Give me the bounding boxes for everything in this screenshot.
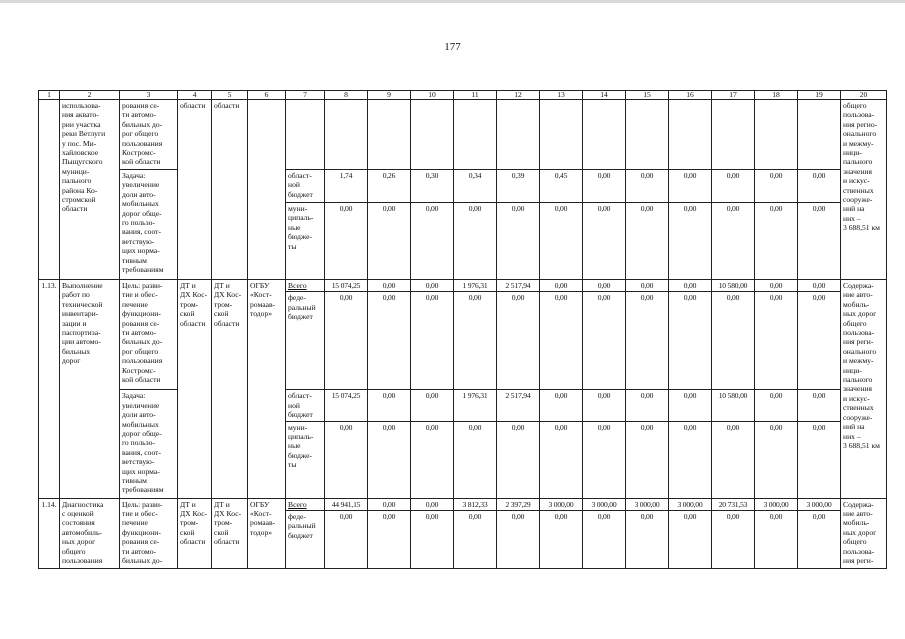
value-cell: 0,00 [454,421,497,498]
value-cell: 0,00 [540,203,583,280]
executor-cell: ДТ и ДХ Кос- тром- ской области [178,280,212,499]
source-cell: Всего [286,280,325,292]
value-cell: 0,00 [755,280,798,292]
value-cell: 0,00 [669,170,712,203]
contractor-cell: ОГБУ «Кост- ромаав- тодор» [248,498,286,568]
value-cell: 3 000,00 [540,498,583,510]
goal-cell: рования се- ти автомо- бильных до- рог общего пользования Костромс- кой области [120,100,178,170]
value-cell: 0,00 [755,390,798,421]
source-cell: феде- ральный бюджет [286,292,325,390]
header-cell: 13 [540,91,583,100]
value-cell: 1 976,31 [454,280,497,292]
customer-cell: ДТ и ДХ Кос- тром- ской области [212,280,248,499]
executor-cell: области [178,100,212,280]
value-cell: 0,00 [454,203,497,280]
value-cell: 0,00 [325,203,368,280]
header-cell: 16 [669,91,712,100]
value-cell: 3 812,33 [454,498,497,510]
table-row [39,390,887,421]
goal-cell: Цель: разви- тие и обес- печение функциони- рования се- ти автомо- бильных до- рог общего пользования Костромс- кой области [120,280,178,390]
header-cell: 7 [286,91,325,100]
value-cell: 0,00 [411,498,454,510]
value-cell: 3 000,00 [669,498,712,510]
value-cell: 3 000,00 [626,498,669,510]
header-cell: 10 [411,91,454,100]
value-cell: 0,00 [325,421,368,498]
table-row [39,100,887,170]
value-cell: 44 941,15 [325,498,368,510]
result-cell: Содержа- ние авто- мобиль- ных дорог общего пользова- ния реги- [841,498,887,568]
value-cell: 0,00 [712,511,755,569]
program-table [38,90,887,569]
header-cell: 14 [583,91,626,100]
value-cell: 0,00 [798,170,841,203]
value-cell: 0,00 [368,511,411,569]
value-cell: 0,00 [669,390,712,421]
value-cell: 0,00 [540,390,583,421]
value-cell: 0,00 [712,170,755,203]
value-cell: 0,00 [669,421,712,498]
value-cell: 0,00 [368,421,411,498]
value-cell: 0,00 [411,280,454,292]
value-cell: 0,00 [540,511,583,569]
value-cell: 0,00 [583,421,626,498]
goal-cell: Цель: разви- тие и обес- печение функциони- рования се- ти автомо- бильных до- [120,498,178,568]
value-cell: 0,00 [798,280,841,292]
value-cell: 0,00 [368,390,411,421]
value-cell: 0,00 [583,170,626,203]
page-number: 177 [444,41,461,53]
value-cell: 0,00 [712,421,755,498]
value-cell: 2 517,94 [497,390,540,421]
row-number-cell [39,100,60,280]
value-cell: 0,00 [368,498,411,510]
value-cell: 0,00 [626,390,669,421]
source-cell: област- ной бюджет [286,170,325,203]
value-cell: 0,00 [411,421,454,498]
value-cell: 0,26 [368,170,411,203]
value-cell: 0,00 [540,292,583,390]
value-cell: 20 731,53 [712,498,755,510]
source-cell: муни- ципаль- ные бюдже- ты [286,203,325,280]
value-cell: 0,00 [368,280,411,292]
result-cell: Содержа- ние авто- мобиль- ных дорог общего пользова- ния реги- онального и межму- ници- пального значения и искус- ственных сооруже- ний на них – 3 688,51 км [841,280,887,499]
value-cell: 0,00 [583,390,626,421]
value-cell: 0,00 [583,203,626,280]
header-cell: 2 [60,91,120,100]
value-cell: 0,00 [669,280,712,292]
contractor-cell [248,100,286,280]
value-cell: 0,00 [669,511,712,569]
value-cell: 0,00 [583,511,626,569]
value-cell: 0,00 [798,292,841,390]
header-cell: 1 [39,91,60,100]
value-cell: 1 976,31 [454,390,497,421]
value-cell: 10 580,00 [712,390,755,421]
value-cell: 0,00 [669,292,712,390]
value-cell: 0,00 [755,203,798,280]
value-cell: 0,00 [755,511,798,569]
measure-name-cell: использова- ния аквато- рии участка реки Ветлуги у пос. Ми- хайловское Пыщугского муници- пального района Ко- стромской области [60,100,120,280]
value-cell: 0,00 [540,421,583,498]
value-cell: 0,00 [755,421,798,498]
top-rule [0,0,905,3]
measure-name-cell: Диагностика с оценкой состояния автомобиль- ных дорог общего пользования [60,498,120,568]
value-cell: 15 074,25 [325,390,368,421]
value-cell: 0,00 [454,292,497,390]
value-cell: 0,00 [583,280,626,292]
header-cell: 5 [212,91,248,100]
value-cell: 3 000,00 [755,498,798,510]
value-cell: 0,00 [497,292,540,390]
header-cell: 11 [454,91,497,100]
value-cell: 10 580,00 [712,280,755,292]
header-cell: 18 [755,91,798,100]
contractor-cell: ОГБУ «Кост- ромаав- тодор» [248,280,286,499]
value-cell: 15 074,25 [325,280,368,292]
task-cell: Задача: увеличение доли авто- мобильных дорог обще- го пользо- вания, соот- ветствую- щих норма- тивным требованиям [120,170,178,280]
value-cell: 0,00 [798,390,841,421]
table-row [39,170,887,203]
value-cell: 0,00 [798,511,841,569]
value-cell: 0,00 [411,203,454,280]
value-cell: 0,00 [497,421,540,498]
value-cell: 0,00 [755,292,798,390]
value-cell: 0,00 [798,421,841,498]
source-cell: област- ной бюджет [286,390,325,421]
value-cell: 0,00 [626,292,669,390]
executor-cell: ДТ и ДХ Кос- тром- ской области [178,498,212,568]
value-cell: 0,00 [798,203,841,280]
source-cell: феде- ральный бюджет [286,511,325,569]
customer-cell: ДТ и ДХ Кос- тром- ской области [212,498,248,568]
value-cell: 0,00 [626,511,669,569]
source-cell: Всего [286,498,325,510]
value-cell: 3 000,00 [583,498,626,510]
value-cell: 0,00 [712,292,755,390]
table-row [39,280,887,292]
header-cell: 15 [626,91,669,100]
header-cell: 17 [712,91,755,100]
value-cell: 0,00 [368,292,411,390]
result-cell: общего пользова- ния регио- онального и межму- ници- пального значения и искус- ственных сооруже- ний на них – 3 688,51 км [841,100,887,280]
value-cell: 2 397,29 [497,498,540,510]
value-cell: 0,00 [325,511,368,569]
source-cell: муни- ципаль- ные бюдже- ты [286,421,325,498]
table-row [39,498,887,510]
value-cell: 0,00 [497,203,540,280]
value-cell: 0,00 [626,170,669,203]
header-cell: 6 [248,91,286,100]
value-cell: 1,74 [325,170,368,203]
value-cell: 0,30 [411,170,454,203]
value-cell: 2 517,94 [497,280,540,292]
value-cell: 0,00 [497,511,540,569]
row-number-cell: 1.14. [39,498,60,568]
header-cell: 19 [798,91,841,100]
value-cell: 0,00 [626,203,669,280]
header-cell: 9 [368,91,411,100]
row-number-cell: 1.13. [39,280,60,499]
header-cell: 8 [325,91,368,100]
value-cell: 0,00 [411,292,454,390]
customer-cell: области [212,100,248,280]
header-row [39,91,887,100]
value-cell: 0,00 [755,170,798,203]
value-cell: 0,00 [626,421,669,498]
task-cell: Задача: увеличение доли авто- мобильных дорог обще- го пользо- вания, соот- ветствую- щих норма- тивным требованиям [120,390,178,498]
value-cell: 0,00 [368,203,411,280]
value-cell: 0,00 [411,511,454,569]
value-cell: 0,00 [669,203,712,280]
value-cell: 0,45 [540,170,583,203]
source-cell [286,100,325,170]
value-cell: 0,00 [325,292,368,390]
header-cell: 20 [841,91,887,100]
value-cell: 0,00 [454,511,497,569]
value-cell: 0,00 [411,390,454,421]
header-cell: 4 [178,91,212,100]
value-cell: 0,39 [497,170,540,203]
value-cell: 3 000,00 [798,498,841,510]
value-cell: 0,00 [540,280,583,292]
value-cell: 0,00 [583,292,626,390]
value-cell: 0,00 [626,280,669,292]
measure-name-cell: Выполнение работ по технической инвентари- зации и паспортиза- ции автомо- бильных дорог [60,280,120,499]
header-cell: 12 [497,91,540,100]
value-cell: 0,00 [712,203,755,280]
header-cell: 3 [120,91,178,100]
value-cell: 0,34 [454,170,497,203]
